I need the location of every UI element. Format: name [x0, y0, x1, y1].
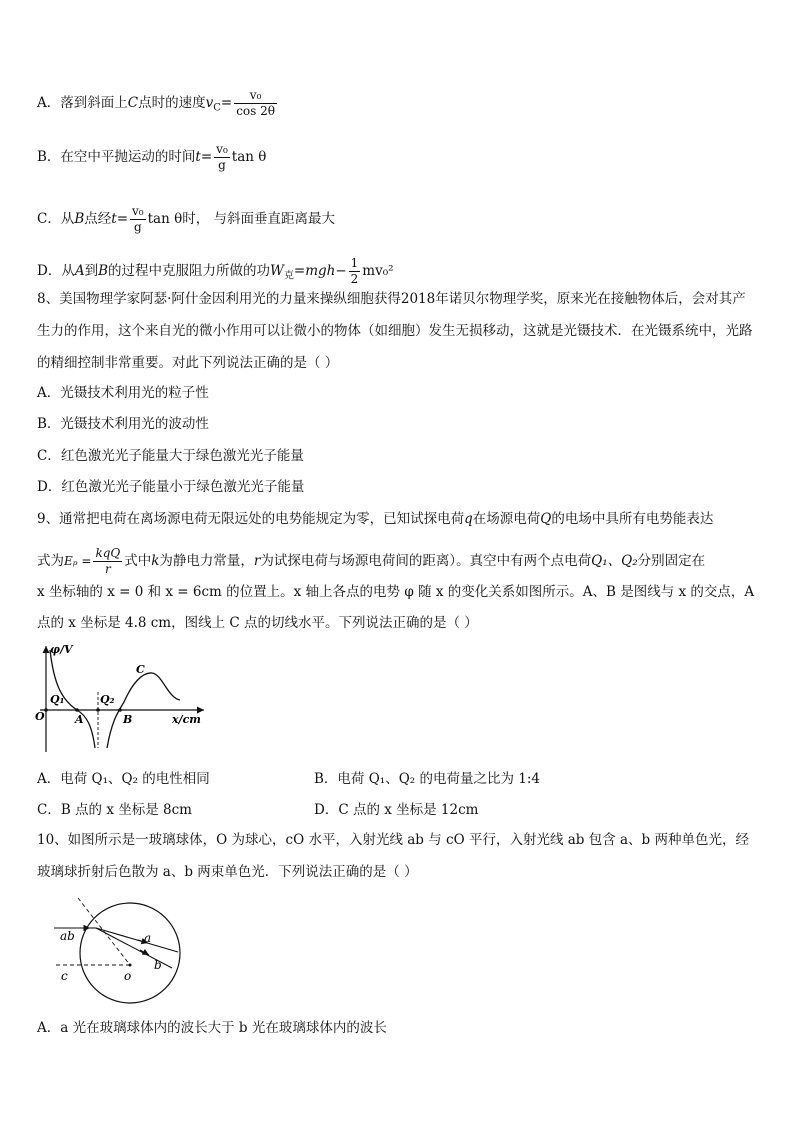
refracted-ray-a — [96, 928, 178, 952]
c-label: c — [61, 969, 68, 983]
q9-option-b: B．电荷 Q₁、Q₂ 的电荷量之比为 1:4 — [314, 771, 540, 787]
time-fraction: $\frac{\text{v₀}}{g}$ — [216, 142, 228, 172]
c-label: C — [136, 663, 145, 676]
y-axis-label: φ/V — [50, 643, 73, 656]
glass-sphere — [80, 903, 180, 1003]
q9-stem-line2: 式为Eₚ = $\frac{\text{kqQ}}{r}$ 式中k为静电力常量，r为试探电荷与场源电荷间的距离）。真空中有两个点电荷Q₁、Q₂分别固定在 — [37, 546, 706, 576]
q9-option-a: A．电荷 Q₁、Q₂ 的电性相同 — [37, 771, 210, 787]
q10-option-a: A．a 光在玻璃球体内的波长大于 b 光在玻璃球体内的波长 — [37, 1020, 387, 1036]
velocity-fraction: $\frac{\text{v₀}}{\cos 2\theta}$ — [236, 88, 275, 118]
point-q2 — [96, 708, 100, 712]
q8-option-a: A．光镊技术利用光的粒子性 — [37, 385, 209, 401]
b-label: B — [123, 713, 133, 726]
potential-graph — [32, 640, 217, 755]
o-label: o — [124, 969, 132, 983]
a-label: A — [75, 713, 84, 726]
center-o — [129, 964, 132, 967]
a-ray-label: a — [144, 931, 152, 945]
energy-formula-fraction: $\frac{\text{kqQ}}{r}$ — [95, 546, 121, 576]
q9-stem-line3: x 坐标轴的 x = 0 和 x = 6cm 的位置上。x 轴上各点的电势 φ 随 x 的变化关系如图所示。A、B 是图线与 x 的交点，A — [37, 584, 755, 600]
b-ray-label: b — [154, 958, 162, 972]
glass-sphere-figure — [48, 890, 198, 1010]
q7-option-a: A．落到斜面上C点时的速度$v_C=$ $\frac{\text{v₀}}{\cos 2\theta}$ — [37, 88, 275, 118]
q7-option-c: C．从B点经t= $\frac{\text{v₀}}{g}$ tan θ时， 与斜面垂直距离最大 — [37, 204, 335, 234]
q8-option-d: D．红色激光光子能量小于绿色激光光子能量 — [37, 479, 305, 495]
origin-label: O — [35, 710, 45, 723]
q10-stem: 10、如图所示是一玻璃球体，O 为球心，cO 水平，入射光线 ab 与 cO 平行，入射光线 ab 包含 a、b 两种单色光，经玻璃球折射后色散为 a、b 两束单色光．下列说法正确的是（ ） — [37, 832, 749, 880]
q8-option-b: B．光镊技术利用光的波动性 — [37, 416, 209, 432]
q7-option-b: B．在空中平抛运动的时间t= $\frac{\text{v₀}}{g}$ tan θ — [37, 142, 267, 172]
q8-option-c: C．红色激光光子能量大于绿色激光光子能量 — [37, 448, 304, 464]
point-q1 — [44, 708, 48, 712]
ab-label: ab — [60, 929, 75, 943]
q9-stem-line4: 点的 x 坐标是 4.8 cm，图线上 C 点的切线水平。下列说法正确的是（ ） — [37, 615, 478, 631]
point-b — [118, 708, 122, 712]
half-fraction: $\frac{1}{2}$ — [350, 256, 359, 286]
q9-stem-line1: 9、通常把电荷在离场源电荷无限远处的电势能规定为零，已知试探电荷q在场源电荷Q的电场中具所有电势能表达 — [37, 511, 714, 527]
q1-label: Q₁ — [50, 693, 65, 706]
q8-stem: 8、美国物理学家阿瑟·阿什金因利用光的力量来操纵细胞获得2018年诺贝尔物理学奖，原来光在接触物体后，会对其产生力的作用，这个来自光的微小作用可以让微小的物体（如细胞）发生无损移动，这就是光镊技术．在光镊系统中，光路的精细控制非常重要。对此下列说法正确的是（ ） — [37, 291, 753, 371]
x-axis-label: x/cm — [172, 713, 201, 726]
q2-label: Q₂ — [100, 693, 115, 706]
normal-line — [78, 898, 130, 965]
q9-option-c: C．B 点的 x 坐标是 8cm — [37, 802, 192, 818]
point-a — [75, 708, 79, 712]
q9-option-d: D．C 点的 x 坐标是 12cm — [314, 802, 479, 818]
q7-option-d: D．从A到B的过程中克服阻力所做的功$W_克=mgh-$ $\frac{1}{2}$ mv₀² — [37, 256, 394, 286]
time-fraction-c: $\frac{\text{v₀}}{g}$ — [132, 204, 144, 234]
